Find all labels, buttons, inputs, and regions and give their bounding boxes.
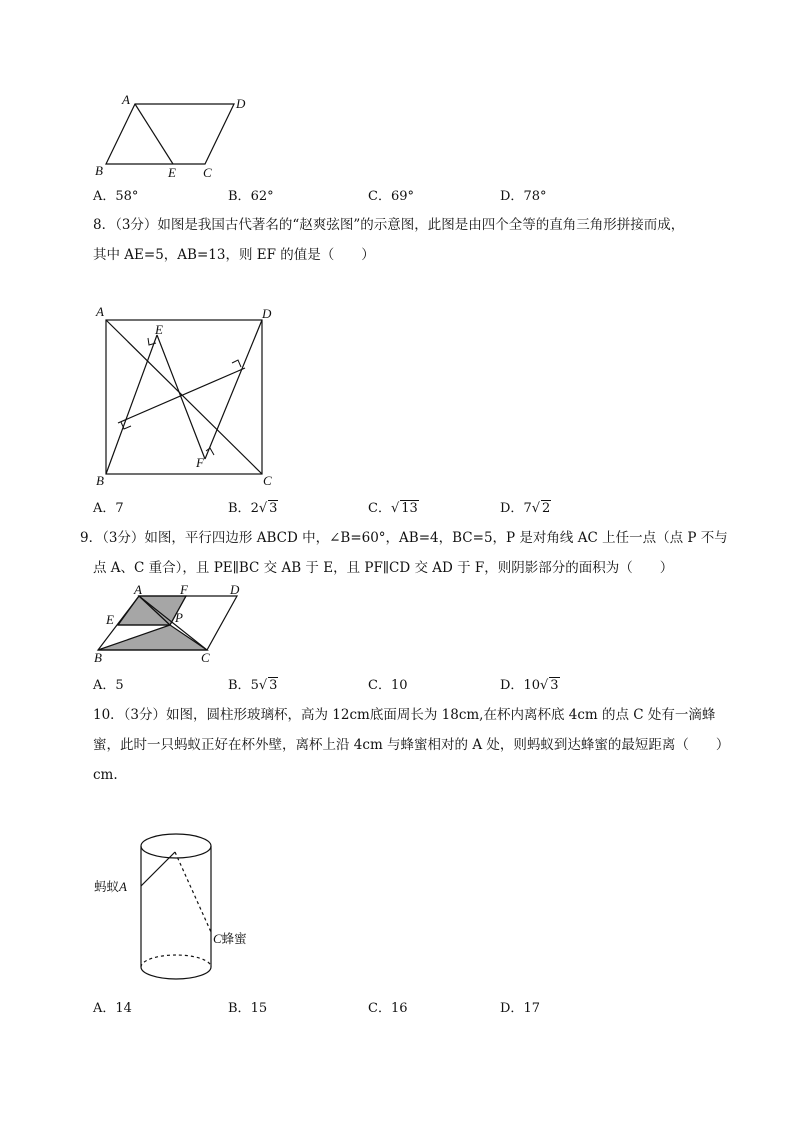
q7-option-a[interactable]: A．58° bbox=[93, 189, 139, 204]
q9-option-b[interactable]: B．5√ 3 bbox=[228, 678, 278, 693]
q9-option-c[interactable]: C．10 bbox=[368, 678, 408, 693]
q8-label-f: F bbox=[196, 455, 204, 470]
q7-label-b: B bbox=[95, 163, 103, 178]
q9-label-b: B bbox=[94, 650, 102, 665]
sqrt-symbol: √ 2 bbox=[531, 501, 551, 516]
q9-option-a[interactable]: A．5 bbox=[93, 678, 124, 693]
q7-label-e: E bbox=[168, 165, 176, 180]
q8-option-b[interactable]: B．2√ 3 bbox=[228, 501, 278, 516]
q7-option-c[interactable]: C．69° bbox=[368, 189, 414, 204]
q10-label-c-honey: C蜂蜜 bbox=[213, 931, 247, 946]
q7-option-b[interactable]: B．62° bbox=[228, 189, 274, 204]
q8-option-c[interactable]: C．√ 13 bbox=[368, 501, 418, 516]
q9-label-p: P bbox=[175, 610, 183, 625]
q9-label-a: A bbox=[134, 582, 142, 597]
q9-label-f: F bbox=[180, 582, 188, 597]
q10-label-ant-a: 蚂蚁A bbox=[94, 879, 127, 894]
q9-label-c: C bbox=[201, 650, 210, 665]
q9-question-line-2: 点 A、C 重合），且 PE∥BC 交 AB 于 E，且 PF∥CD 交 AD 于 F，则阴影部分的面积为（ ） bbox=[93, 560, 674, 576]
q10-path-rim-to-c bbox=[175, 852, 211, 932]
q9-label-d: D bbox=[230, 582, 240, 597]
q8-question-line-1: 8．（3分）如图是我国古代著名的“赵爽弦图”的示意图，此图是由四个全等的直角三角形拼接而成， bbox=[93, 217, 685, 233]
sqrt-symbol: √ 13 bbox=[390, 501, 418, 516]
q7-label-d: D bbox=[236, 96, 246, 111]
q10-option-a[interactable]: A．14 bbox=[93, 1001, 132, 1016]
q9-question-line-1: 9．（3分）如图，平行四边形 ABCD 中，∠B=60°，AB=4，BC=5，P 是对角线 AC 上任一点（点 P 不与 bbox=[80, 530, 728, 546]
q8-option-a[interactable]: A．7 bbox=[93, 501, 124, 516]
sqrt-symbol: √ 3 bbox=[539, 678, 559, 693]
sqrt-symbol: √ 3 bbox=[258, 501, 278, 516]
q10-cylinder-bottom-front bbox=[141, 967, 211, 979]
q8-label-c: C bbox=[263, 473, 272, 488]
q9-option-d[interactable]: D．10√ 3 bbox=[500, 678, 559, 693]
q10-option-b[interactable]: B．15 bbox=[228, 1001, 268, 1016]
sqrt-symbol: √ 3 bbox=[258, 678, 278, 693]
q10-cylinder-bottom-back bbox=[141, 955, 211, 967]
q10-option-c[interactable]: C．16 bbox=[368, 1001, 408, 1016]
q9-label-e: E bbox=[106, 612, 114, 627]
q8-label-b: B bbox=[96, 473, 104, 488]
q7-label-c: C bbox=[203, 165, 212, 180]
q10-question-line-1: 10．（3分）如图，圆柱形玻璃杯，高为 12cm底面周长为 18cm,在杯内离杯底 4cm 的点 C 处有一滴蜂 bbox=[93, 707, 716, 723]
q7-label-a: A bbox=[122, 92, 130, 107]
q8-label-d: D bbox=[262, 306, 272, 321]
q8-option-d[interactable]: D．7√ 2 bbox=[500, 501, 551, 516]
q7-option-d[interactable]: D．78° bbox=[500, 189, 547, 204]
q8-label-a: A bbox=[96, 304, 104, 319]
q8-label-e: E bbox=[155, 322, 163, 337]
q8-question-line-2: 其中 AE=5，AB=13，则 EF 的值是（ ） bbox=[93, 247, 375, 263]
q10-option-d[interactable]: D．17 bbox=[500, 1001, 540, 1016]
q10-question-line-2: 蜜，此时一只蚂蚁正好在杯外壁，离杯上沿 4cm 与蜂蜜相对的 A 处，则蚂蚁到达蜂蜜的最短距离（ ） bbox=[93, 737, 730, 753]
q10-path-a-to-rim bbox=[141, 852, 175, 886]
q10-question-line-3: cm. bbox=[93, 767, 118, 783]
